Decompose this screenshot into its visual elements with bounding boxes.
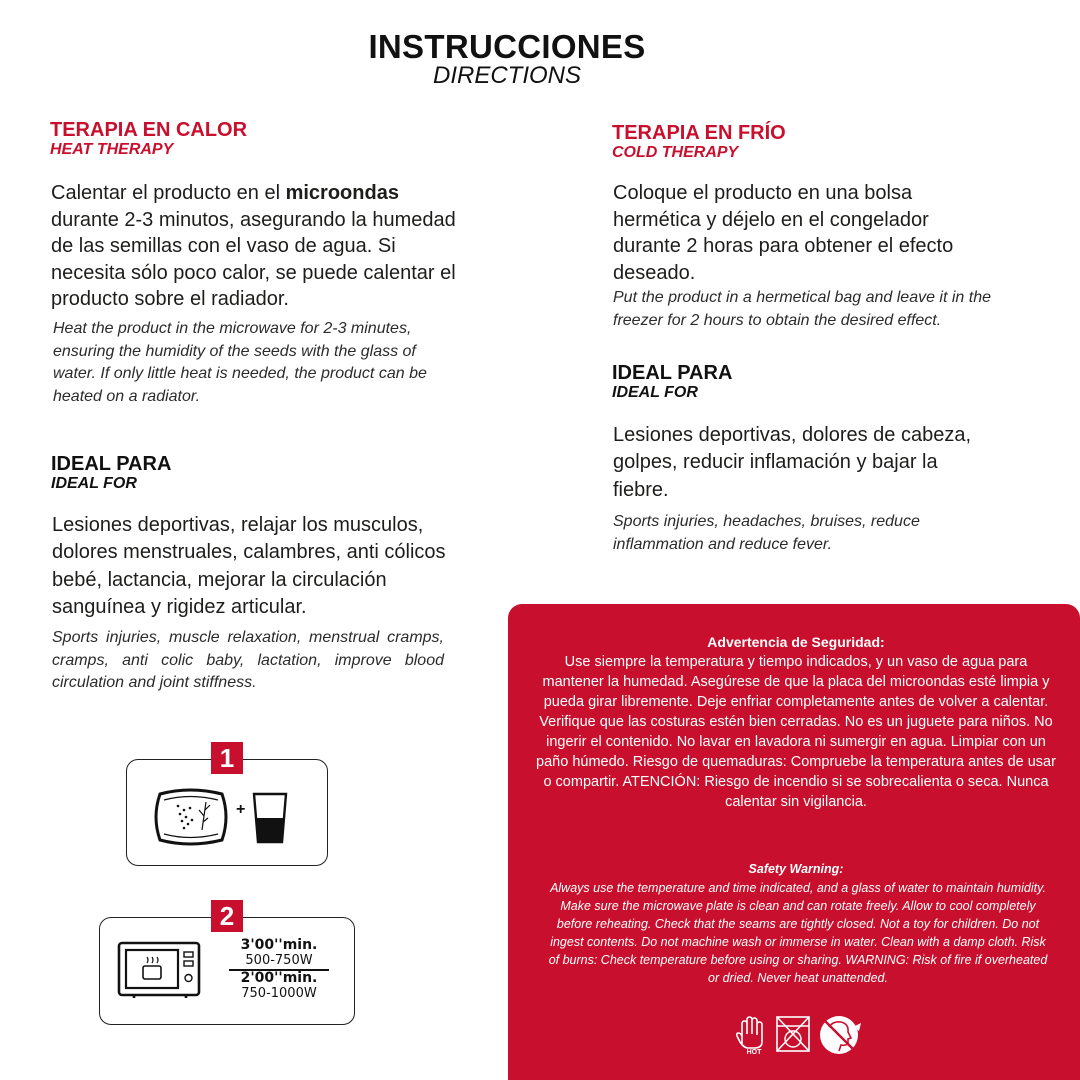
time-1: 3'00''min. (240, 937, 318, 953)
safety-warning-title-es: Advertencia de Seguridad: (707, 634, 885, 650)
watt-2: 750-1000W (241, 986, 317, 1001)
heat-therapy-subtitle: HEAT THERAPY (50, 141, 174, 158)
safety-warning-body-es: Use siempre la temperatura y tiempo indicados, y un vaso de agua para mantener la humedad. Asegúrese de que la placa del microondas esté limpia y pueda girar libremente. Deje enfriar completamente antes de volver a calentar. Verifique que las costuras estén bien cerradas. No es un juguete para niños. No ingerir el contenido. No lavar en lavadora ni sumergir en agua. Limpiar con un paño húmedo. Riesgo de quemaduras: Compruebe la temperatura antes de usar o compartir. ATENCIÓN: Riesgo de incendio si se sobrecalienta o seca. Nunca calentar sin vigilancia. (536, 654, 1056, 810)
cold-body-en: Put the product in a hermetical bag and leave it in the freezer for 2 hours to obtain the desired effect. (613, 289, 992, 329)
cold-ideal-body-es: Lesiones deportivas, dolores de cabeza, golpes, reducir inflamación y bajar la fiebre. (613, 424, 972, 501)
cold-body-es: Coloque el producto en una bolsa hermética y déjelo en el congelador durante 2 horas para obtener el efecto deseado. (613, 182, 954, 284)
plus-sign: + (236, 801, 246, 818)
page-title: INSTRUCCIONES (368, 28, 646, 65)
cold-ideal-subtitle: IDEAL FOR (612, 384, 698, 401)
cold-therapy-subtitle: COLD THERAPY (612, 144, 739, 161)
hot-label: HOT (746, 1049, 762, 1056)
heat-ideal-body-en: Sports injuries, muscle relaxation, menstrual cramps, cramps, anti colic baby, lactation, improve blood circulation and joint stiffness. (52, 629, 444, 691)
no-ingest-icon (817, 1013, 865, 1057)
cold-ideal-body-en: Sports injuries, headaches, bruises, reduce inflammation and reduce fever. (613, 513, 920, 553)
cold-therapy-title: TERAPIA EN FRÍO (612, 122, 786, 144)
cold-ideal-title: IDEAL PARA (612, 362, 733, 384)
heat-therapy-title: TERAPIA EN CALOR (50, 119, 248, 141)
heat-ideal-subtitle: IDEAL FOR (51, 475, 137, 492)
heat-ideal-title: IDEAL PARA (51, 453, 172, 475)
step-2-badge: 2 (211, 900, 243, 932)
pillow-icon (150, 780, 300, 850)
no-machine-wash-icon (774, 1014, 812, 1054)
page-subtitle: DIRECTIONS (432, 62, 581, 89)
watt-1: 500-750W (245, 953, 313, 968)
heat-ideal-body-es: Lesiones deportivas, relajar los musculos, dolores menstruales, calambres, anti cólicos bebé, lactancia, mejorar la circulación sanguínea y rigidez articular. (52, 514, 446, 618)
time-2: 2'00''min. (240, 970, 318, 986)
step-1-badge: 1 (211, 742, 243, 774)
microwave-bold: microondas (285, 182, 399, 204)
safety-warning-title-en: Safety Warning: (748, 862, 844, 876)
heat-body-es: Calentar el producto en el microondas durante 2-3 minutos, asegurando la humedad de las semillas con el vaso de agua. Si necesita sólo poco calor, se puede calentar el producto sobre el radiador. (51, 182, 456, 310)
safety-warning-body-en: Always use the temperature and time indicated, and a glass of water to maintain humidity. Make sure the microwave plate is clean and can rotate freely. Allow to cool completely before reheating. Check that the seams are tightly closed. Not a toy for children. Do not ingest contents. Do not machine wash or immerse in water. Clean with a damp cloth. Risk of burns: Check temperature before using or sharing. WARNING: Risk of fire if overheated or dried. Never heat unattended. (548, 881, 1048, 985)
microwave-icon (116, 940, 204, 1000)
heat-body-en: Heat the product in the microwave for 2-3 minutes, ensuring the humidity of the seeds with the glass of water. If only little heat is needed, the product can be heated on a radiator. (53, 320, 427, 405)
